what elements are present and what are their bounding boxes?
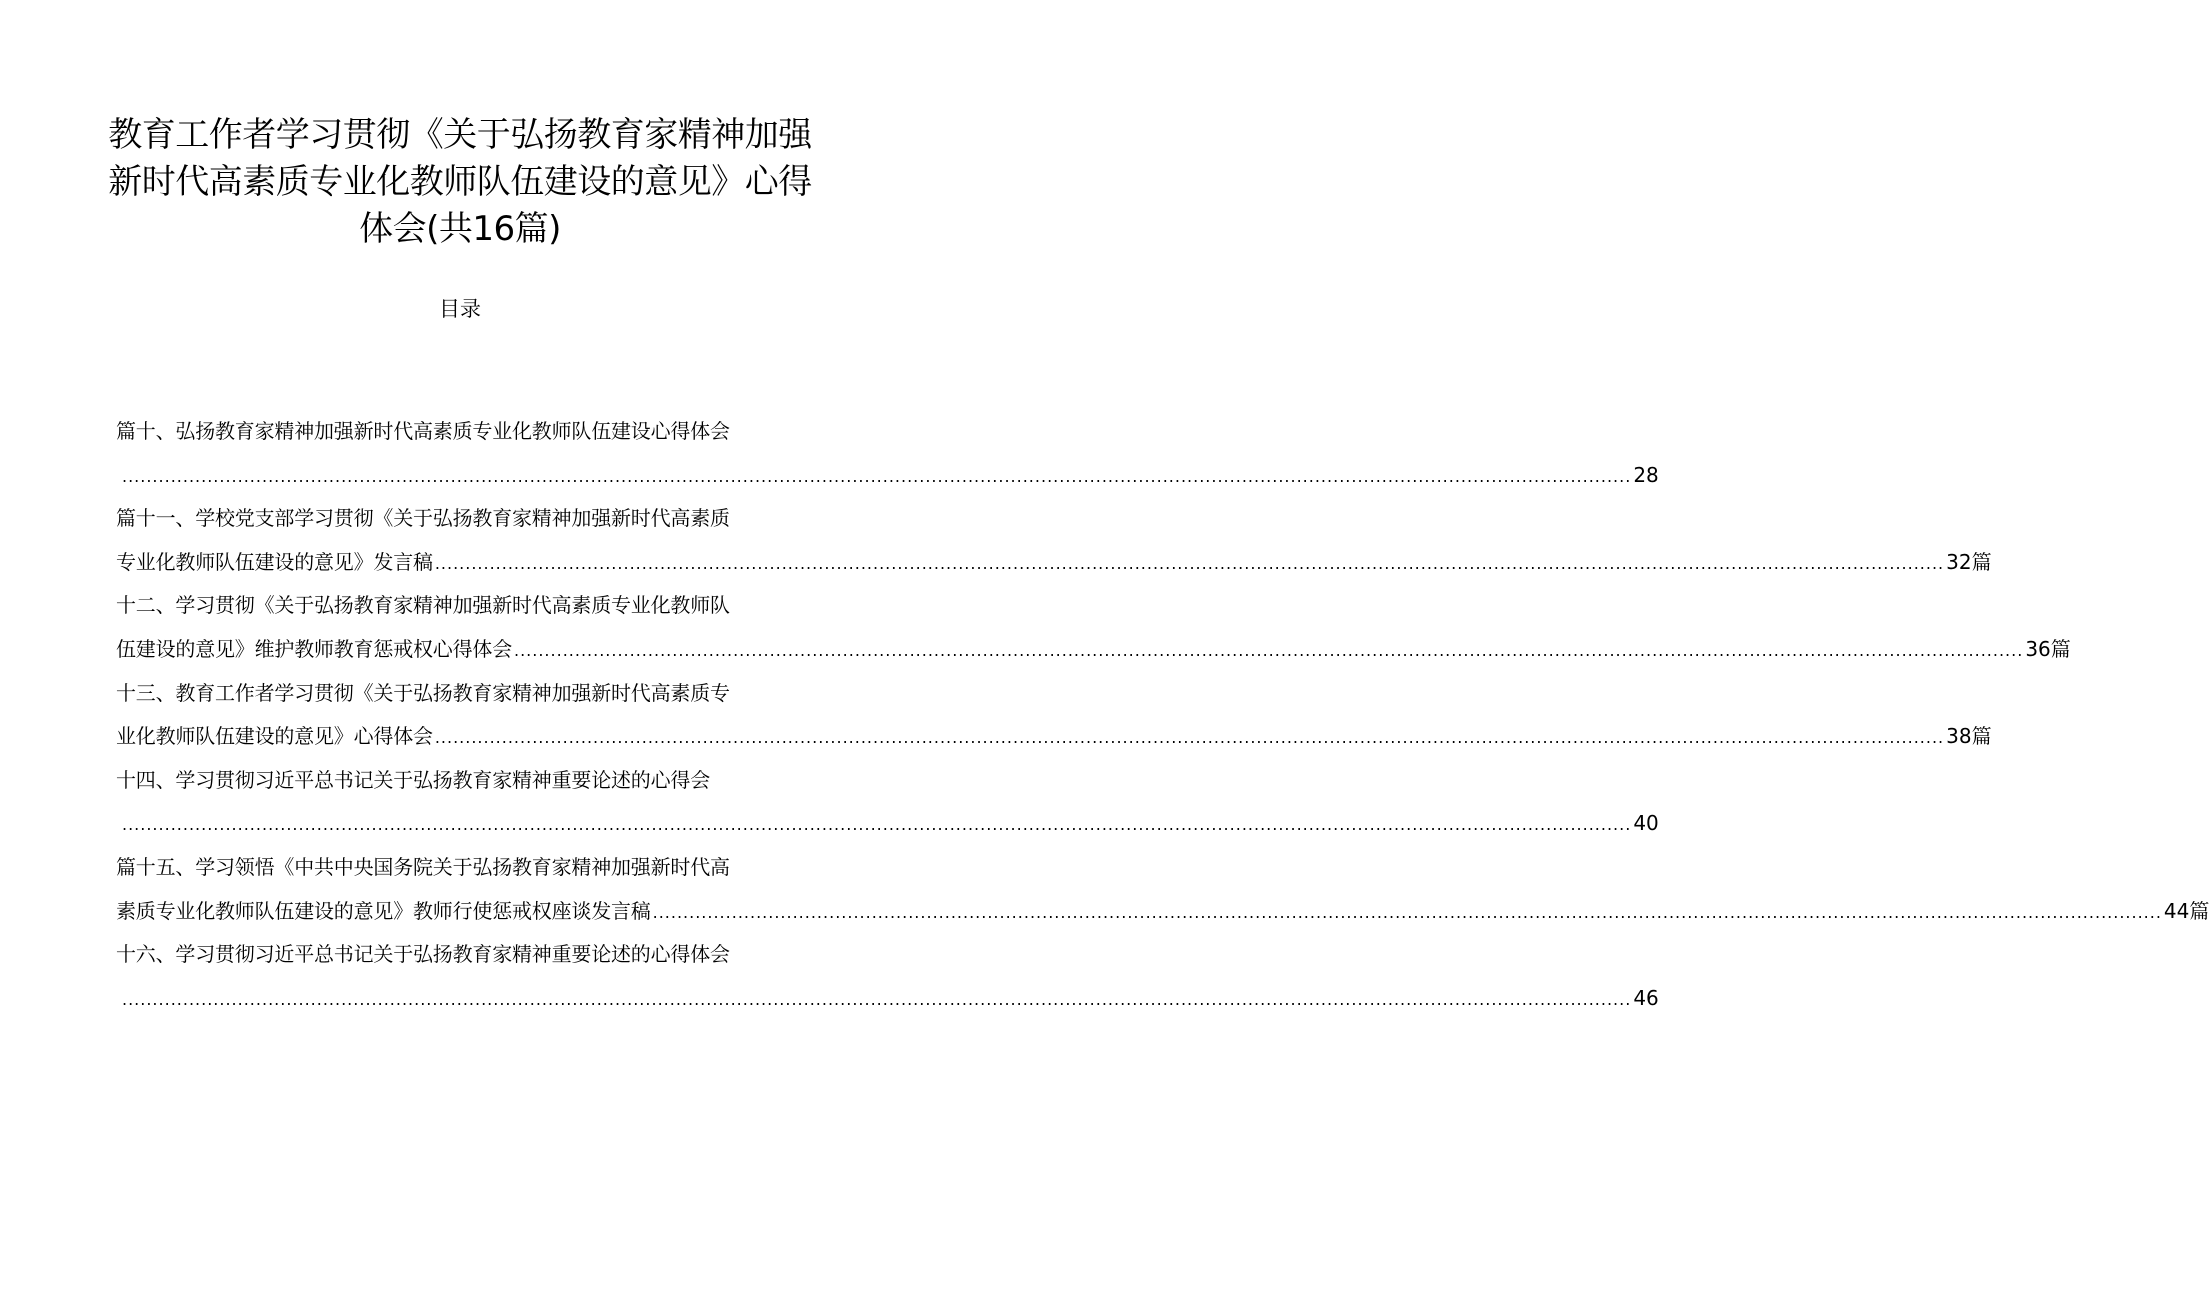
toc-entry-title: 篇十一、学校党支部学习贯彻《关于弘扬教育家精神加强新时代高素质 — [116, 506, 730, 531]
toc-dot-leader — [122, 803, 1631, 847]
toc-entry-title: 篇十、弘扬教育家精神加强新时代高素质专业化教师队伍建设心得体会 — [116, 419, 730, 443]
toc-entry-title-line — [116, 672, 828, 716]
toc-entry-page: 40 — [1633, 811, 1659, 836]
toc-entry-title-line — [116, 759, 828, 803]
toc-entry-page: 46 — [1633, 985, 1659, 1010]
toc-entry-leader-line — [116, 541, 1992, 585]
toc-dot-leader — [435, 542, 1944, 586]
title-line-3: 体会(共16篇) — [359, 209, 561, 249]
toc-entry-title-line — [116, 846, 828, 890]
toc-entry-leader-line — [116, 628, 2071, 672]
toc-entry-leader-line — [116, 977, 1659, 1021]
toc-entry-leader-line — [116, 454, 1659, 498]
toc-entry-title-line — [116, 410, 828, 454]
toc-entry[interactable] — [116, 759, 1659, 846]
toc-entry-title-line — [116, 933, 828, 977]
toc-entry-title: 十二、学习贯彻《关于弘扬教育家精神加强新时代高素质专业化教师队 — [116, 593, 730, 618]
toc-entry-page: 38篇 — [1946, 724, 1992, 749]
toc-entry-title: 十四、学习贯彻习近平总书记关于弘扬教育家精神重要论述的心得会 — [116, 767, 710, 792]
toc-entry-title-cont: 素质专业化教师队伍建设的意见》教师行使惩戒权座谈发言稿 — [116, 898, 651, 923]
toc-entry-leader-line — [116, 715, 1992, 759]
toc-entry[interactable] — [116, 672, 1992, 759]
toc-entry[interactable] — [116, 497, 1992, 584]
toc-heading: 目录 — [439, 297, 481, 321]
toc-dot-leader — [514, 629, 2023, 673]
toc-dot-leader — [122, 455, 1631, 499]
toc-entry-leader-line — [116, 890, 2209, 934]
toc-entry-page: 32篇 — [1946, 549, 1992, 574]
toc-entry[interactable] — [116, 846, 2209, 933]
toc-entry[interactable] — [116, 933, 1659, 1020]
toc-entry-title: 十六、学习贯彻习近平总书记关于弘扬教育家精神重要论述的心得体会 — [116, 942, 730, 967]
toc-entry-title-cont: 业化教师队伍建设的意见》心得体会 — [116, 724, 433, 749]
toc-entry-title-cont: 伍建设的意见》维护教师教育惩戒权心得体会 — [116, 636, 512, 661]
toc-entry[interactable] — [116, 410, 1659, 497]
toc-entry[interactable] — [116, 584, 2071, 671]
toc-entry-title-line — [116, 584, 828, 628]
toc-dot-leader — [122, 978, 1631, 1022]
toc-entry-page: 36篇 — [2025, 636, 2071, 661]
toc-dot-leader — [653, 891, 2162, 935]
toc-entry-title: 篇十五、学习领悟《中共中央国务院关于弘扬教育家精神加强新时代高 — [116, 854, 730, 879]
title-line-2: 新时代高素质专业化教师队伍建设的意见》心得 — [108, 162, 812, 202]
toc-entry-leader-line — [116, 802, 1659, 846]
toc-entry-title-cont: 专业化教师队伍建设的意见》发言稿 — [116, 549, 433, 574]
toc-entry-title-line — [116, 497, 828, 541]
toc-entry-page: 28 — [1633, 462, 1659, 487]
toc-entry-title: 十三、教育工作者学习贯彻《关于弘扬教育家精神加强新时代高素质专 — [116, 680, 730, 705]
table-of-contents — [116, 410, 2209, 1020]
title-line-1: 教育工作者学习贯彻《关于弘扬教育家精神加强 — [108, 115, 812, 155]
document-title — [100, 112, 820, 253]
toc-dot-leader — [435, 716, 1944, 760]
toc-entry-page: 44篇 — [2163, 898, 2209, 923]
